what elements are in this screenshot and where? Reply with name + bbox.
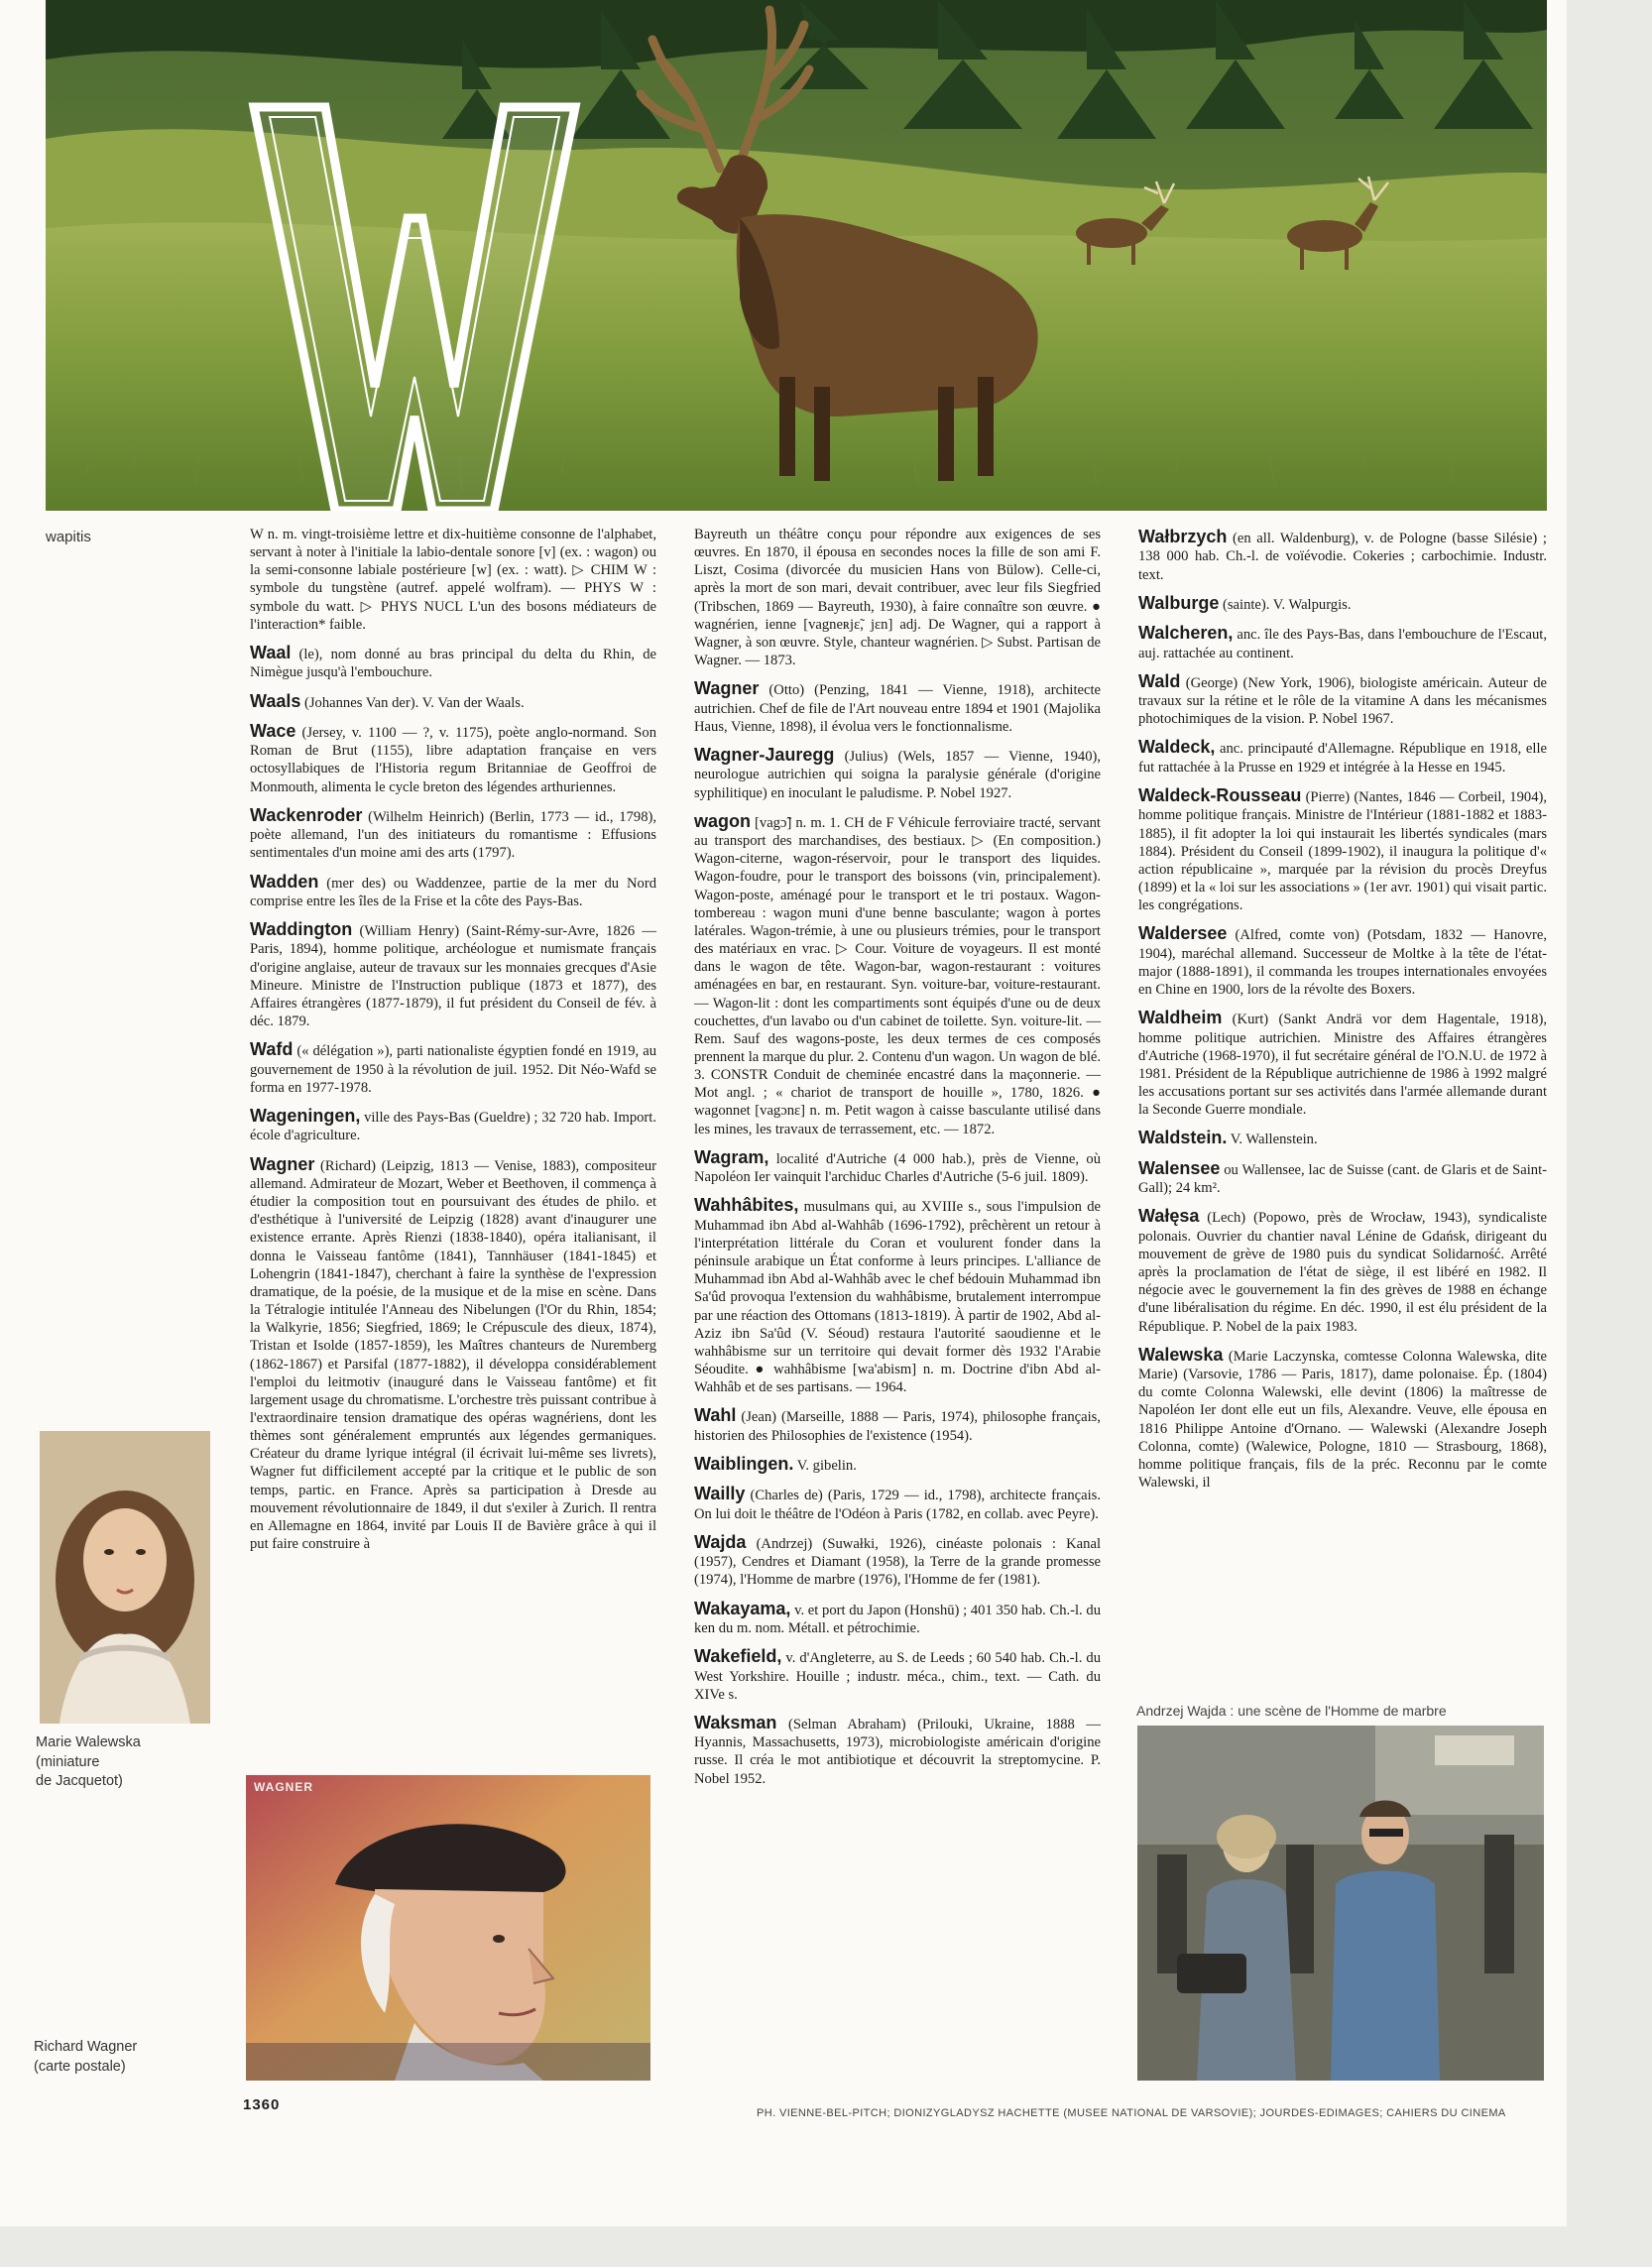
entry-headword: Wagram, <box>694 1146 769 1167</box>
entry-text: V. gibelin. <box>793 1457 857 1474</box>
dictionary-entry <box>250 1153 656 1554</box>
dictionary-entry <box>250 804 656 863</box>
entry-headword: Wakefield, <box>694 1646 782 1667</box>
entry-text: anc. île des Pays-Bas, dans l'embouchure de l'Escaut, auj. rattachée au continent. <box>1138 627 1547 661</box>
elk-meadow-illustration <box>46 0 1547 511</box>
entry-text: (mer des) ou Waddenzee, partie de la mer du Nord comprise entre les îles de la Frise et la côte des Pays-Bas. <box>250 875 656 909</box>
entry-text: (William Henry) (Saint-Rémy-sur-Avre, 1826 — Paris, 1894), homme politique, archéologue et numismate français d'origine anglaise, auteur de travaux sur les monnaies grecques d'Asie Mineure. Ministre de l'Instruction publique (1873 et 1877), des Affaires étrangères (1877-1879), il fut président du Conseil de fév. à déc. 1879. <box>250 923 656 1030</box>
entry-text: v. et port du Japon (Honshū) ; 401 350 hab. Ch.-l. du ken du m. nom. Métall. et pétrochimie. <box>694 1602 1101 1636</box>
entry-text: musulmans qui, au XVIIIe s., sous l'impulsion de Muhammad ibn Abd al-Wahhâb (1696-1792), prêchèrent un retour à l'interprétation littérale du Coran et voulurent fonder dans la péninsule arabique un État conforme à leurs principes. L'alliance de Muhammad ibn Abd al-Wahhâb avec le chef bédouin Muhammad ibn Sa'ûd provoqua l'extension du wahhâbisme, brutalement interrompue par une réaction des Ottomans (1813-1819). À partir de 1902, Abd al-Aziz ibn Sa'ûd (V. Séoud) restaura l'autorité saoudienne et le wahhâbisme sur un territoire qui devait former dès 1932 l'Arabie Séoudite. ● wahhâbisme [wa'abism] n. m. Doctrine d'ibn Abd al-Wahhâb et de ses partisans. — 1964. <box>694 1199 1101 1396</box>
dictionary-entry <box>694 1645 1101 1704</box>
entry-headword: Wahhâbites, <box>694 1195 799 1216</box>
column-1 <box>250 526 656 1561</box>
dictionary-entry <box>694 1598 1101 1638</box>
entry-headword: Wałbrzych <box>1138 527 1228 546</box>
entry-headword: Wagner <box>250 1153 315 1174</box>
caption-wajda: Andrzej Wajda : une scène de l'Homme de marbre <box>1136 1703 1447 1719</box>
entry-headword: Wagner <box>694 678 760 699</box>
entry-text: (Pierre) (Nantes, 1846 — Corbeil, 1904), homme politique français. Ministre de l'Intérieur (1881-1882 et 1883-1885), il fit adopter la loi qui instaurait les libertés syndicales (mars 1884). Président du Conseil (1899-1902), il inaugura la politique d'« action républicaine », marquée par la révision du procès Dreyfus (1899) et la « loi sur les associations » (1er avr. 1901) qui visait partic. les congrégations. <box>1138 788 1547 914</box>
entry-headword: Waldeck, <box>1138 737 1216 758</box>
dictionary-entry <box>694 744 1101 802</box>
entry-text: [vagɔ̃] n. m. 1. CH de F Véhicule ferroviaire tracté, servant au transport des marchandises, des bestiaux. ▷ (En composition.) Wagon-citerne, wagon-réservoir, pour le transport des liquides. Wagon-foudre, pour le transport des boissons (vin, principalement). Wagon-poste, aménagé pour le transport et le tri postaux. Wagon-tombereau : wagon muni d'une benne basculante; wagon à portes latérales. Wagon-trémie, à une ou plusieurs trémies, pour le transport des matériaux en vrac. ▷ Cour. Voiture de voyageurs. Il est monté dans le wagon de tête. Wagon-bar, wagon-restaurant : voitures aménagées en bar, en restaurant. Syn. voiture-bar, voiture-restaurant. — Wagon-lit : dont les compartiments sont équipés d'une ou de deux couchettes, d'un lavabo ou d'un cabinet de toilette. Syn. voiture-lit. — Rem. Sauf des wagons-poste, les deux termes de ces composés prennent la marque du plur. 2. Contenu d'un wagon. Un wagon de blé. 3. CONSTR Conduit de cheminée encastré dans la maçonnerie. — Mot angl. ; « chariot de transport de houille », 1780, 1826. ● wagonnet [vagɔnɛ] n. m. Petit wagon à caisse basculante utilisé dans les mines, les travaux de terrassement, etc. — 1872. <box>694 814 1101 1137</box>
entry-text: (« délégation »), parti nationaliste égyptien fondé en 1919, au gouvernement de 1950 à la révolution de juil. 1952. Dit Néo-Wafd se forma en 1977-1978. <box>250 1043 656 1096</box>
entry-headword: Waiblingen. <box>694 1453 794 1474</box>
entry-text: (sainte). V. Walpurgis. <box>1219 596 1352 613</box>
entry-text: (Charles de) (Paris, 1729 — id., 1798), architecte français. On lui doit le théâtre de l'Odéon à Paris (1782, en collab. avec Peyre). <box>694 1488 1101 1522</box>
entry-headword: Wafd <box>250 1039 294 1060</box>
postcard-label: WAGNER <box>254 1780 313 1794</box>
wajda-film-still-image <box>1137 1726 1544 2081</box>
entry-text: V. Wallenstein. <box>1227 1132 1318 1148</box>
dictionary-entry <box>1138 922 1547 999</box>
entry-headword: Waldeck-Rousseau <box>1138 784 1302 805</box>
dictionary-entry <box>694 1453 1101 1475</box>
caption-wagner <box>34 2038 137 2077</box>
entry-text: ville des Pays-Bas (Gueldre) ; 32 720 hab. Import. école d'agriculture. <box>250 1109 656 1144</box>
caption-walewska-name: Marie Walewska <box>36 1734 141 1750</box>
caption-wagner-line2: (carte postale) <box>34 2058 126 2075</box>
dictionary-entry <box>1138 1127 1547 1148</box>
entry-text: Bayreuth un théâtre conçu pour répondre aux exigences de ses œuvres. En 1870, il épousa en secondes noces la fille de son ami F. Liszt, Cosima (divorcée du musicien Hans von Bülow). Celle-ci, après la mort de son mari, devait contribuer, avec leur fils Siegfried (Tribschen, 1869 — Bayreuth, 1930), à faire connaître son œuvre. ● wagnérien, ienne [vagneʀjɛ̃, jɛn] adj. De Wagner, qui a rapport à Wagner, à son œuvre. Style, chanteur wagnérien. ▷ Subst. Partisan de Wagner. — 1873. <box>694 527 1101 669</box>
dictionary-entry <box>694 1194 1101 1396</box>
entry-text: (Julius) (Wels, 1857 — Vienne, 1940), neurologue autrichien qui soigna la paralysie générale (d'origine syphilitique) en inoculant le paludisme. P. Nobel 1927. <box>694 748 1101 801</box>
entry-headword: Walburge <box>1138 592 1220 613</box>
entry-text: (Alfred, comte von) (Potsdam, 1832 — Hanovre, 1904), maréchal allemand. Successeur de Moltke à la tête de l'état-major (1888-1891), il commanda les troupes internationales envoyées en Chine en 1900, lors de la révolte des Boxers. <box>1138 927 1547 999</box>
entry-headword: Wailly <box>694 1484 746 1504</box>
entry-headword: Waldstein. <box>1138 1128 1228 1148</box>
entry-text: (Kurt) (Sankt Andrä vor dem Hagentale, 1918), homme politique autrichien. Ministre des Affaires étrangères d'Autriche (1968-1970), il fut secrétaire général de l'O.N.U. de 1972 à 1981. Président de la République autrichienne de 1986 à 1992 malgré les accusations portant sur ses activités dans l'armée allemande durant la Seconde Guerre mondiale. <box>1138 1012 1547 1119</box>
entry-headword: Wahl <box>694 1405 737 1426</box>
entry-text: (en all. Waldenburg), v. de Pologne (basse Silésie) ; 138 000 hab. Ch.-l. de voïévodie. Cokeries ; carbochimie. Industr. text. <box>1138 531 1547 583</box>
entry-headword: Waddington <box>250 919 353 940</box>
entry-headword: wagon <box>694 810 751 831</box>
entry-headword: Wagner-Jauregg <box>694 744 835 765</box>
entry-headword: Wakayama, <box>694 1598 791 1618</box>
dictionary-entry <box>694 810 1101 1138</box>
dictionary-entry <box>694 677 1101 736</box>
entry-text: v. d'Angleterre, au S. de Leeds ; 60 540 hab. Ch.-l. du West Yorkshire. Houille ; industr. méca., chim., text. — Cath. du XIVe s. <box>694 1650 1101 1703</box>
walewska-miniature-image <box>40 1431 210 1724</box>
dictionary-entry <box>250 642 656 682</box>
entry-text: (Selman Abraham) (Prilouki, Ukraine, 1888 — Hyannis, Massachusetts, 1973), microbiologiste américain d'origine russe. Il créa le mot antibiotique et découvrit la streptomycine. P. Nobel 1952. <box>694 1716 1101 1787</box>
entry-text: (le), nom donné au bras principal du delta du Rhin, de Nimègue jusqu'à l'embouchure. <box>250 646 656 681</box>
entry-headword: Wace <box>250 720 296 741</box>
entry-text: (Johannes Van der). V. Van der Waals. <box>300 694 525 711</box>
dictionary-entry <box>1138 1344 1547 1492</box>
hero-caption: wapitis <box>46 529 91 545</box>
postcard-richard-wagner <box>246 1775 650 2081</box>
entry-text: (Marie Laczynska, comtesse Colonna Walewska, dite Marie) (Varsovie, 1786 — Paris, 1817), dame polonaise. Ép. (1804) du comte Colonna Walewski, elle devint (1806) la maîtresse de Napoléon Ier dont elle eut un fils, Alexandre. Veuve, elle épousa en 1816 Philippe Antoine d'Ornano. — Walewski (Alexandre Joseph Colonna, comte) (Walewice, Pologne, 1810 — Strasbourg, 1868), homme politique français, fils de la préc. Reconnu par le comte Walewski, il <box>1138 1348 1547 1491</box>
intro-text: W n. m. vingt-troisième lettre et dix-huitième consonne de l'alphabet, servant à noter à l'initiale la labio-dentale sonore [v] (ex. : wagon) ou la semi-consonne labiale postérieure [w] (ex. : watt). ▷ CHIM W : symbole du tungstène (autref. appelé wolfram). — PHYS W : symbole du watt. ▷ PHYS NUCL L'un des bosons médiateurs de l'interaction* faible. <box>250 527 656 633</box>
dictionary-entry <box>694 1404 1101 1445</box>
entry-headword: Wageningen, <box>250 1105 361 1126</box>
entry-text: (Wilhelm Heinrich) (Berlin, 1773 — id., 1798), poète allemand, l'un des initiateurs du romantisme : Effusions sentimentales d'un moine ami des arts (1797). <box>250 808 656 862</box>
entry-headword: Wajda <box>694 1531 747 1552</box>
column-2 <box>694 526 1101 1796</box>
dictionary-entry <box>1138 1007 1547 1119</box>
dictionary-entry <box>250 720 656 796</box>
dictionary-entry <box>694 526 1101 669</box>
entry-text: ou Wallensee, lac de Suisse (cant. de Glaris et de Saint-Gall); 24 km². <box>1138 1161 1547 1197</box>
dictionary-entry <box>1138 1157 1547 1198</box>
dictionary-entry <box>1138 526 1547 584</box>
entry-text: (Otto) (Penzing, 1841 — Vienne, 1918), architecte autrichien. Chef de file de l'Art nouveau entre 1894 et 1901 (Majolika Haus, Vienne, 1898), il évolua vers le fonctionnalisme. <box>694 682 1101 735</box>
dictionary-entry <box>1138 736 1547 776</box>
dictionary-entry <box>250 1105 656 1145</box>
entry-headword: Walcheren, <box>1138 623 1234 644</box>
dictionary-entry <box>1138 1205 1547 1335</box>
entry-text: (Andrzej) (Suwałki, 1926), cinéaste polonais : Kanal (1957), Cendres et Diamant (1958), la Terre de la grande promesse (1974), l'Homme de marbre (1976), l'Homme de fer (1981). <box>694 1535 1101 1589</box>
portrait-marie-walewska <box>40 1431 210 1724</box>
entry-headword: Wałęsa <box>1138 1206 1200 1227</box>
entry-text: localité d'Autriche (4 000 hab.), près de Vienne, où Napoléon Ier vainquit l'archiduc Charles d'Autriche (5-6 juil. 1809). <box>694 1150 1101 1186</box>
entry-headword: Walensee <box>1138 1157 1221 1178</box>
entry-text: (George) (New York, 1906), biologiste américain. Auteur de travaux sur la rétine et le rôle de la vitamine A dans les mécanismes photochimiques de la vision. P. Nobel 1967. <box>1138 674 1547 728</box>
page-number: 1360 <box>243 2096 281 2113</box>
entry-headword: Wackenroder <box>250 804 363 825</box>
entry-text: anc. principauté d'Allemagne. République en 1918, elle fut rattachée à la Prusse en 1929 et intégrée à la Hesse en 1945. <box>1138 741 1547 776</box>
dictionary-entry <box>694 1712 1101 1788</box>
dictionary-entry <box>1138 670 1547 729</box>
dictionary-entry <box>250 1038 656 1097</box>
dictionary-entry <box>1138 622 1547 662</box>
caption-walewska-line2: (miniature <box>36 1753 100 1770</box>
entry-text: (Richard) (Leipzig, 1813 — Venise, 1883), compositeur allemand. Admirateur de Mozart, Weber et Beethoven, il commença à étudier la composition tout en poursuivant des études de philo. et d'esthétique à l'université de Leipzig (1828) avant d'inaugurer une existence errante. Après Rienzi (1838-1840), opéra italianisant, il donna le Vaisseau fantôme (1841), Tannhäuser (1841-1845) et Lohengrin (1841-1847), cherchant à faire la synthèse de l'expression dramatique, de la poésie, de la musique et de la mise en scène. Dans la Tétralogie intitulée l'Anneau des Nibelungen (l'Or du Rhin, 1854; la Walkyrie, 1856; Siegfried, 1869; le Crépuscule des dieux, 1874), Tristan et Isolde (1857-1859), les Maîtres chanteurs de Nuremberg (1862-1867) et Parsifal (1877-1882), il développa considérablement l'emploi du leitmotiv (inauguré dans le Vaisseau fantôme) et fit largement usage du chromatisme. L'orchestre très puissant contribue à l'extraordinaire tension dramatique des opéras wagnériens, dont les thèmes sont généralement empruntés aux légendes germaniques. Créateur du drame lyrique intégral (il écrivait lui-même ses livrets), Wagner fut difficilement accepté par la critique et le public de son temps, partic. en France. Après sa participation à Dresde au mouvement révolutionnaire de 1849, il dut s'exiler à Zurich. Il rentra en Allemagne en 1864, invité par Louis II de Bavière grâce à qui il put faire construire à <box>250 1157 656 1553</box>
entry-headword: Wald <box>1138 670 1181 691</box>
film-still-homme-de-marbre <box>1137 1726 1544 2081</box>
photo-credits: PH. VIENNE-BEL-PITCH; DIONIZYGLADYSZ HACHETTE (MUSEE NATIONAL DE VARSOVIE); JOURDES-EDIMAGES; CAHIERS DU CINEMA <box>757 2107 1506 2119</box>
entry-text: (Jean) (Marseille, 1888 — Paris, 1974), philosophe français, historien des Philosophies de l'existence (1954). <box>694 1409 1101 1444</box>
entry-text: (Jersey, v. 1100 — ?, v. 1175), poète anglo-normand. Son Roman de Brut (1155), libre adaptation française en vers octosyllabiques de l'Historia regum Britanniae de Geoffroi de Monmouth, alimenta le cycle breton des légendes arthuriennes. <box>250 724 656 795</box>
entry-text: (Lech) (Popowo, près de Wrocław, 1943), syndicaliste polonais. Ouvrier du chantier naval Lénine de Gdańsk, dirigeant du mouvement de grève de 1980 puis du syndicat Solidarność. Arrêté après la proclamation de l'état de siège, il est libéré en 1982. Il négocie avec le gouvernement la fin des grèves de 1988 en échange d'une libéralisation du régime. En déc. 1990, il est élu président de la République. P. Nobel de la paix 1983. <box>1138 1210 1547 1335</box>
hero-photo-wapitis <box>46 0 1547 511</box>
caption-walewska <box>36 1733 141 1792</box>
caption-walewska-line3: de Jacquetot) <box>36 1773 123 1790</box>
dictionary-entry <box>250 871 656 911</box>
caption-wagner-name: Richard Wagner <box>34 2039 138 2055</box>
dictionary-entry <box>1138 592 1547 614</box>
entry-headword: Waldheim <box>1138 1008 1223 1028</box>
dictionary-entry <box>694 1146 1101 1187</box>
letter-w-definition <box>250 526 656 634</box>
entry-headword: Waldersee <box>1138 923 1228 944</box>
dictionary-entry <box>694 1483 1101 1523</box>
dictionary-entry <box>250 690 656 712</box>
entry-headword: Walewska <box>1138 1344 1224 1365</box>
dictionary-entry <box>694 1531 1101 1590</box>
dictionary-entry <box>250 918 656 1030</box>
entry-headword: Waal <box>250 642 292 662</box>
entry-headword: Wadden <box>250 871 319 892</box>
column-3 <box>1138 526 1547 1499</box>
entry-headword: Waksman <box>694 1712 777 1732</box>
dictionary-entry <box>1138 784 1547 914</box>
wagner-postcard-image <box>246 1775 650 2081</box>
entry-headword: Waals <box>250 690 301 711</box>
